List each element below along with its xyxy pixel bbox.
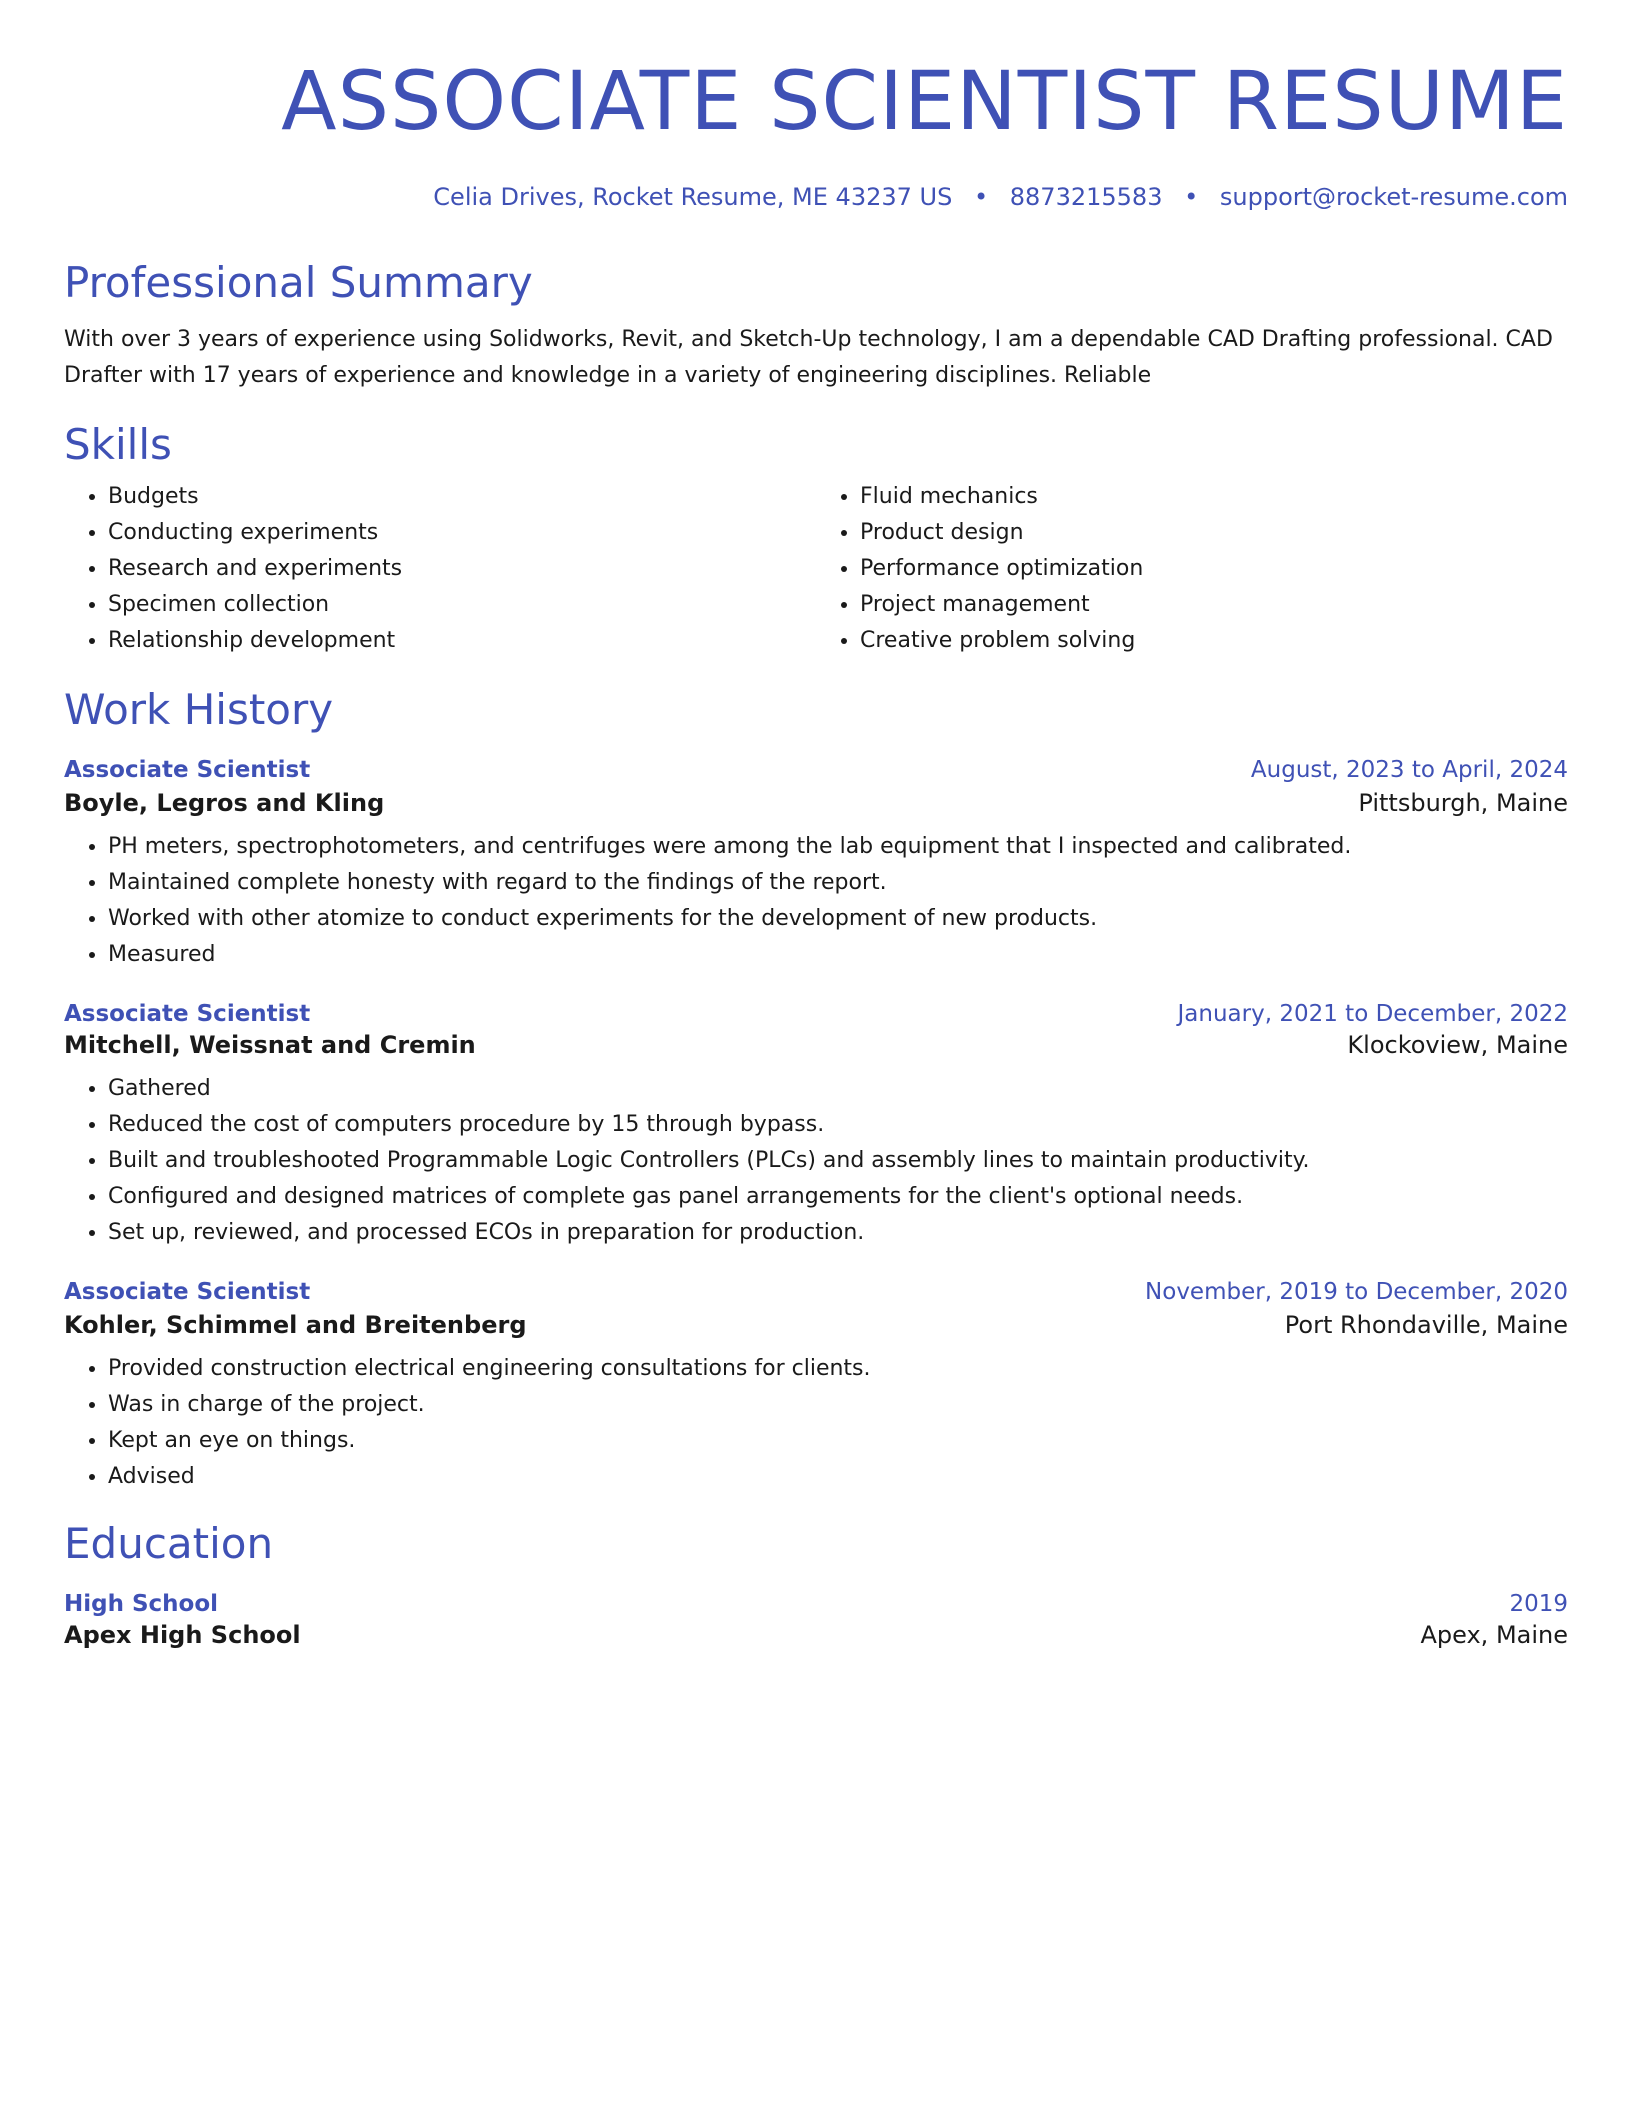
job-bullet: • Maintained complete honesty with regard to the findings of the report. <box>108 865 1568 901</box>
job-bullets <box>64 1071 1568 1251</box>
skill-item: • Research and experiments <box>108 551 816 587</box>
job-bullet: • Was in charge of the project. <box>108 1387 1568 1423</box>
skill-item: • Relationship development <box>108 623 816 659</box>
skill-item: • Performance optimization <box>860 551 1568 587</box>
job-location: Port Rhondaville, Maine <box>1284 1310 1568 1339</box>
job-header-row <box>64 1001 1568 1027</box>
job-dates: November, 2019 to December, 2020 <box>1145 1278 1568 1305</box>
job-company-row <box>64 1311 1568 1339</box>
job-bullet: • PH meters, spectrophotometers, and centrifuges were among the lab equipment that I inspected and calibrated. <box>108 829 1568 865</box>
education-school: Apex High School <box>64 1621 301 1650</box>
job-bullet: • Reduced the cost of computers procedure by 15 through bypass. <box>108 1107 1568 1143</box>
job-title: Associate Scientist <box>64 756 311 783</box>
contact-line <box>64 183 1568 212</box>
contact-email: support@rocket-resume.com <box>1219 183 1568 211</box>
job-bullets <box>64 1351 1568 1495</box>
job-company-row <box>64 789 1568 817</box>
job-title: Associate Scientist <box>64 1000 311 1027</box>
job-company-row <box>64 1031 1568 1059</box>
education-location: Apex, Maine <box>1420 1621 1568 1650</box>
job-bullets <box>64 829 1568 973</box>
skills-section <box>64 420 1568 658</box>
skills-right-list <box>816 479 1568 659</box>
job-bullet: • Configured and designed matrices of complete gas panel arrangements for the client's optional needs. <box>108 1179 1568 1215</box>
skills-columns <box>64 479 1568 659</box>
job-bullet: • Worked with other atomize to conduct experiments for the development of new products. <box>108 901 1568 937</box>
resume-title: ASSOCIATE SCIENTIST RESUME <box>281 55 1568 149</box>
education-section <box>64 1519 1568 1649</box>
skill-item: • Product design <box>860 515 1568 551</box>
contact-phone: 8873215583 <box>1009 183 1163 211</box>
job-dates: January, 2021 to December, 2022 <box>1177 1000 1568 1027</box>
education-school-row <box>64 1621 1568 1649</box>
contact-separator: • <box>1184 183 1199 211</box>
skills-heading: Skills <box>64 420 172 470</box>
job-entry <box>64 757 1568 973</box>
education-heading: Education <box>64 1518 274 1568</box>
job-bullet: • Measured <box>108 937 1568 973</box>
job-bullet: • Set up, reviewed, and processed ECOs in preparation for production. <box>108 1215 1568 1251</box>
job-company: Boyle, Legros and Kling <box>64 788 385 817</box>
job-company: Kohler, Schimmel and Breitenberg <box>64 1310 527 1339</box>
skills-left-list <box>64 479 816 659</box>
summary-section <box>64 258 1568 394</box>
education-year: 2019 <box>1509 1591 1568 1618</box>
education-header-row <box>64 1591 1568 1617</box>
job-location: Pittsburgh, Maine <box>1358 788 1568 817</box>
education-degree: High School <box>64 1591 219 1618</box>
work-history-section <box>64 685 1568 1495</box>
job-company: Mitchell, Weissnat and Cremin <box>64 1030 476 1059</box>
skill-item: • Creative problem solving <box>860 623 1568 659</box>
summary-text: With over 3 years of experience using Solidworks, Revit, and Sketch-Up technology, I am a dependable CAD Drafting professional. CAD Drafter with 17 years of experience and knowledge in a variety of engineering disciplines. Reliable <box>64 327 1553 389</box>
job-bullet: • Advised <box>108 1459 1568 1495</box>
job-dates: August, 2023 to April, 2024 <box>1250 756 1568 783</box>
job-bullet: • Provided construction electrical engineering consultations for clients. <box>108 1351 1568 1387</box>
education-entry <box>64 1591 1568 1649</box>
contact-separator: • <box>973 183 989 211</box>
skill-item: • Project management <box>860 587 1568 623</box>
skill-item: • Specimen collection <box>108 587 816 623</box>
job-title: Associate Scientist <box>64 1278 311 1305</box>
job-bullet: • Built and troubleshooted Programmable Logic Controllers (PLCs) and assembly lines to maintain productivity. <box>108 1143 1568 1179</box>
job-entry <box>64 1279 1568 1495</box>
contact-address: Celia Drives, Rocket Resume, ME 43237 US <box>433 183 953 211</box>
job-bullet: • Gathered <box>108 1071 1568 1107</box>
summary-heading: Professional Summary <box>64 257 533 307</box>
skill-item: • Budgets <box>108 479 816 515</box>
work-history-heading: Work History <box>64 684 334 734</box>
job-header-row <box>64 757 1568 783</box>
skill-item: • Fluid mechanics <box>860 479 1568 515</box>
skill-item: • Conducting experiments <box>108 515 816 551</box>
job-location: Klockoview, Maine <box>1347 1030 1568 1059</box>
job-bullet: • Kept an eye on things. <box>108 1423 1568 1459</box>
job-header-row <box>64 1279 1568 1305</box>
job-entry <box>64 1001 1568 1251</box>
